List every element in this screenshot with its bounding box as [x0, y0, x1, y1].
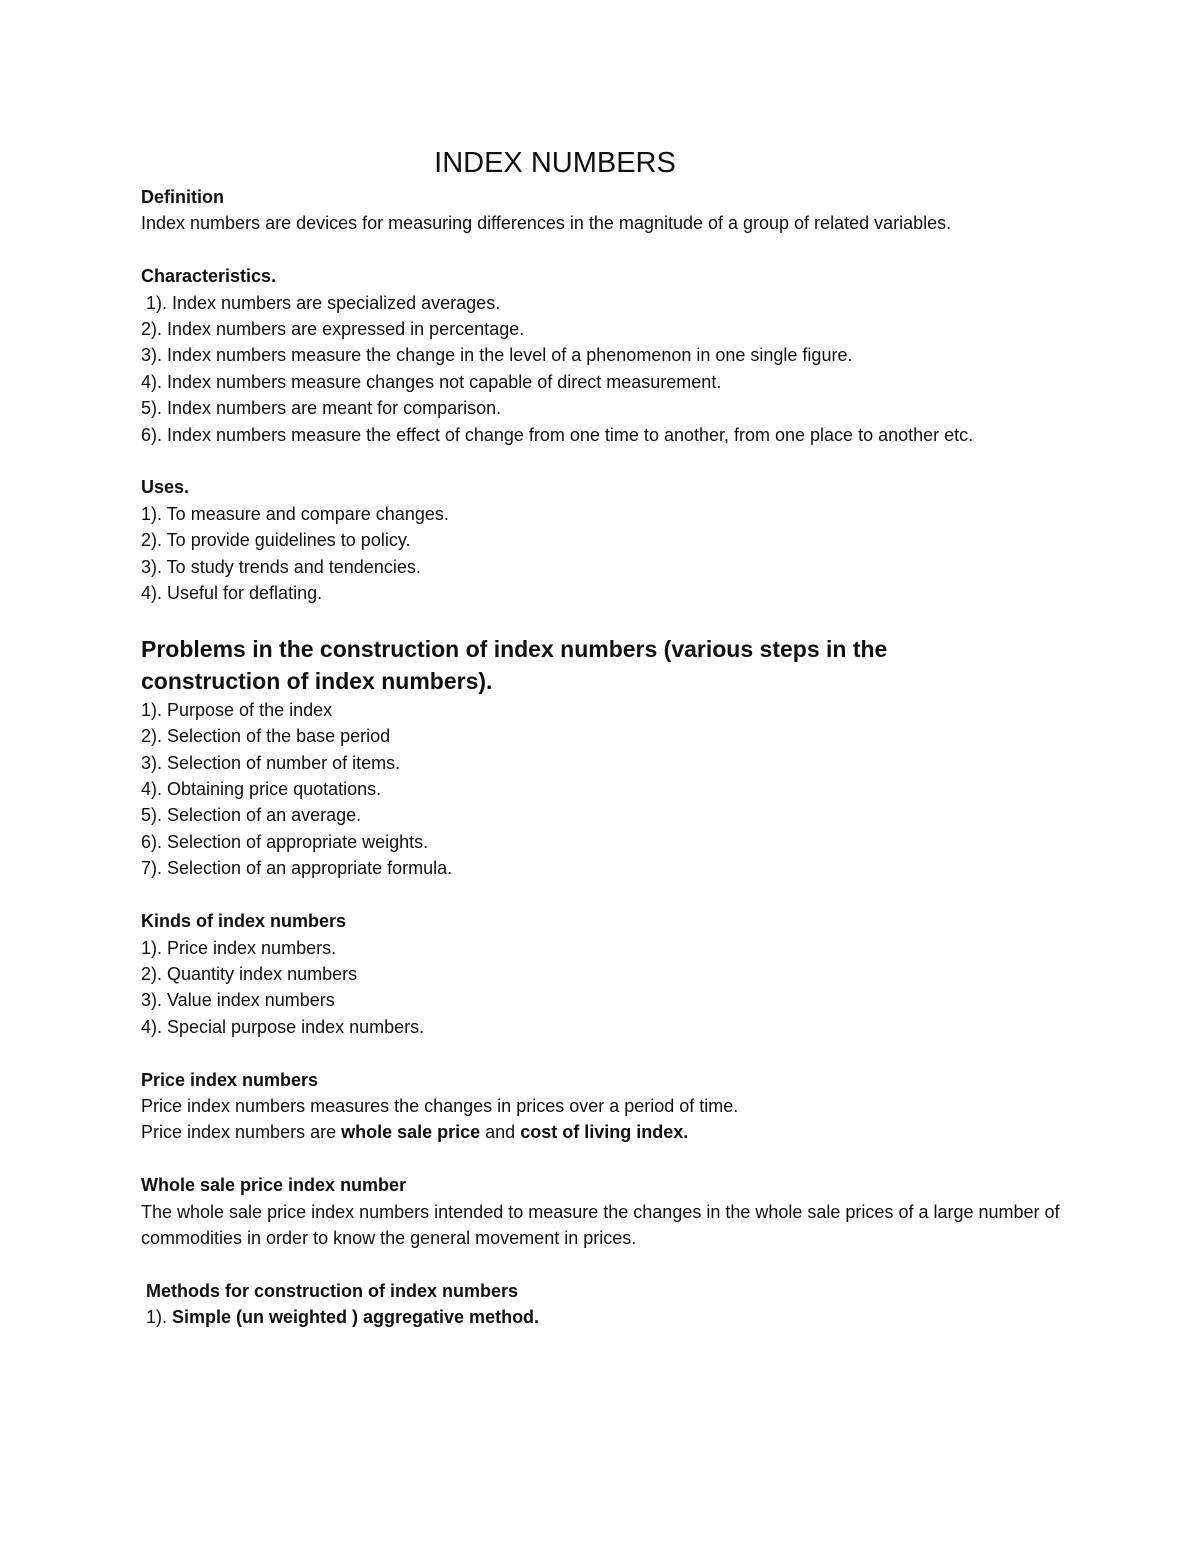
problems-item: 7). Selection of an appropriate formula.: [141, 858, 453, 879]
spacer: [141, 1251, 1071, 1277]
price-index-text: Price index numbers measures the changes in prices over a period of time.: [141, 1095, 739, 1116]
problems-heading-line1: Problems in the construction of index numbers (various steps in the: [141, 635, 888, 662]
kinds-item: 2). Quantity index numbers: [141, 963, 358, 984]
definition-text: Index numbers are devices for measuring differences in the magnitude of a group of related variables.: [141, 213, 952, 234]
uses-item: 1). To measure and compare changes.: [141, 503, 449, 524]
price-index-type-wholesale: whole sale price: [341, 1122, 481, 1143]
problems-heading-line2: construction of index numbers).: [141, 667, 493, 694]
characteristics-heading: Characteristics.: [141, 266, 277, 287]
methods-item-text: Simple (un weighted ) aggregative method.: [172, 1307, 540, 1328]
problems-item: 3). Selection of number of items.: [141, 752, 401, 773]
price-index-heading: Price index numbers: [141, 1069, 319, 1090]
kinds-item: 1). Price index numbers.: [141, 937, 337, 958]
kinds-item: 3). Value index numbers: [141, 990, 335, 1011]
characteristics-item: 3). Index numbers measure the change in the level of a phenomenon in one single figure.: [141, 345, 853, 366]
wholesale-heading: Whole sale price index number: [141, 1175, 407, 1196]
price-index-types-conjunction: and: [480, 1122, 521, 1143]
kinds-heading: Kinds of index numbers: [141, 911, 347, 932]
characteristics-item: 4). Index numbers measure changes not capable of direct measurement.: [141, 371, 722, 392]
definition-heading: Definition: [141, 187, 224, 207]
methods-heading: Methods for construction of index numbers: [146, 1280, 519, 1301]
uses-item: 2). To provide guidelines to policy.: [141, 530, 411, 551]
price-index-types: [141, 1119, 1071, 1145]
problems-item: 5). Selection of an average.: [141, 805, 362, 826]
problems-item: 6). Selection of appropriate weights.: [141, 831, 429, 852]
uses-heading: Uses.: [141, 477, 190, 498]
spacer: [141, 1040, 1071, 1066]
characteristics-item: 6). Index numbers measure the effect of change from one time to another, from one place to another etc.: [141, 424, 974, 445]
spacer: [141, 448, 1071, 474]
methods-item: [141, 1304, 1071, 1330]
characteristics-item: 2). Index numbers are expressed in percentage.: [141, 319, 525, 340]
methods-item-number: 1).: [146, 1307, 173, 1328]
kinds-item: 4). Special purpose index numbers.: [141, 1016, 425, 1037]
problems-item: 4). Obtaining price quotations.: [141, 779, 382, 800]
problems-item: 1). Purpose of the index: [141, 699, 333, 720]
characteristics-item: 5). Index numbers are meant for comparison.: [141, 398, 502, 419]
problems-item: 2). Selection of the base period: [141, 726, 391, 747]
price-index-types-prefix: Price index numbers are: [141, 1122, 342, 1143]
wholesale-text: The whole sale price index numbers intended to measure the changes in the whole sale prices of a large number of commodities in order to know the general movement in prices.: [141, 1201, 1060, 1248]
page-title: INDEX NUMBERS: [434, 147, 676, 179]
price-index-type-cost-of-living: cost of living index.: [520, 1122, 689, 1143]
spacer: [141, 1146, 1071, 1172]
characteristics-item: 1). Index numbers are specialized averages.: [146, 292, 501, 313]
spacer: [141, 237, 1071, 263]
spacer: [141, 882, 1071, 908]
document-body: [141, 184, 1071, 1331]
spacer: [141, 606, 1071, 632]
uses-item: 3). To study trends and tendencies.: [141, 556, 421, 577]
uses-item: 4). Useful for deflating.: [141, 583, 323, 604]
